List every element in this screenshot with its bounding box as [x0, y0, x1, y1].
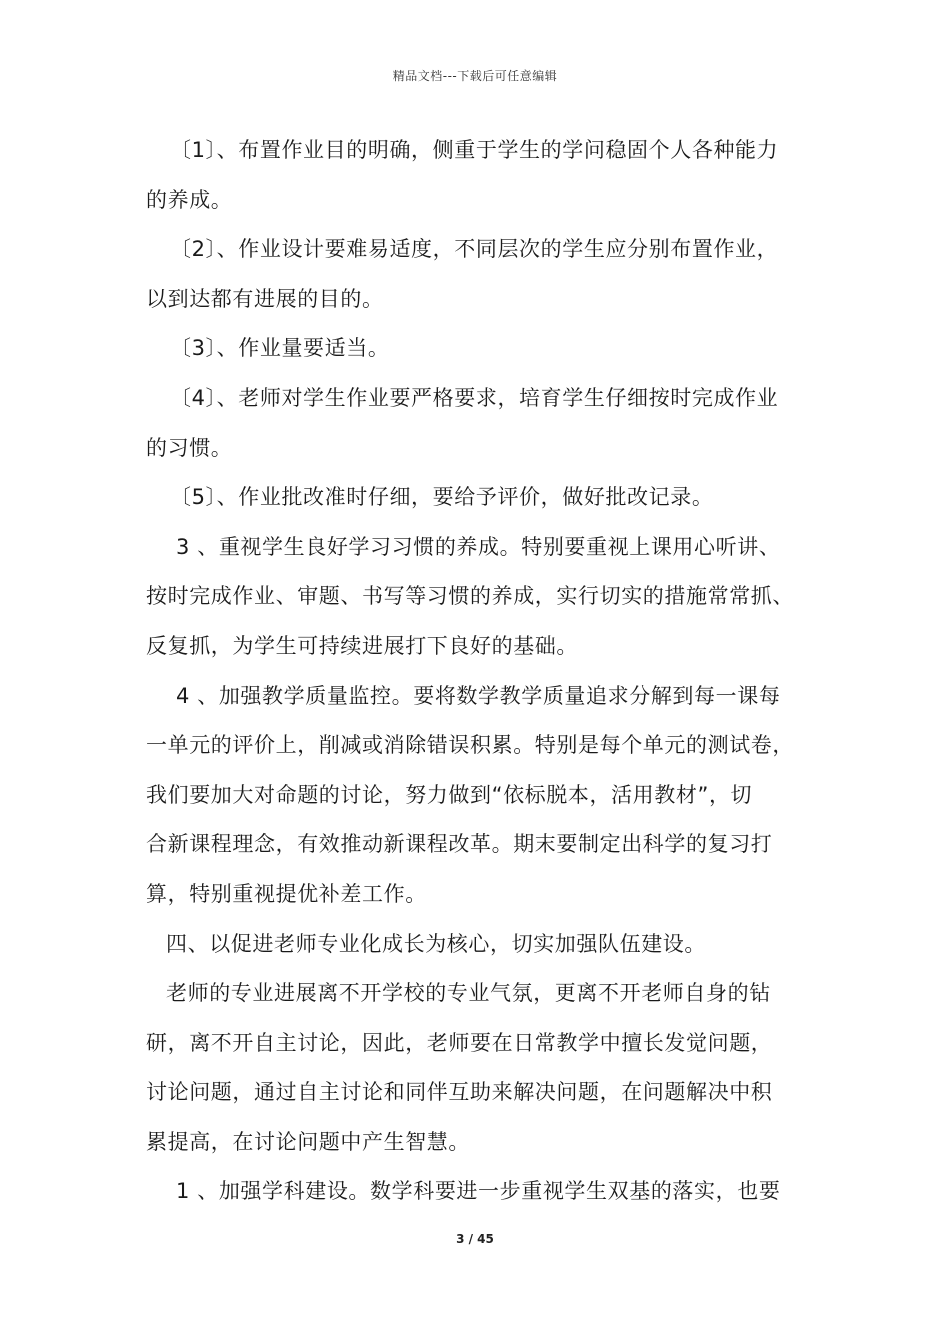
paragraph-line: 〔4〕、老师对学生作业要严格要求，培育学生仔细按时完成作业	[170, 385, 779, 410]
section-heading: 四、以促进老师专业化成长为核心，切实加强队伍建设。	[166, 931, 706, 956]
page-number: 3 / 45	[456, 1232, 494, 1246]
paragraph-line: 一单元的评价上，削减或消除错误积累。特别是每个单元的测试卷，	[146, 733, 794, 758]
paragraph-line: 4 、加强教学质量监控。要将数学教学质量追求分解到每一课每	[176, 683, 781, 708]
paragraph-line: 老师的专业进展离不开学校的专业气氛，更离不开老师自身的钻	[166, 981, 771, 1006]
paragraph-line: 〔5〕、作业批改准时仔细，要给予评价，做好批改记录。	[170, 485, 714, 510]
paragraph-line: 讨论问题，通过自主讨论和同伴互助来解决问题，在问题解决中积	[146, 1080, 773, 1105]
page-header: 精品文档---下载后可任意编辑	[392, 69, 558, 83]
paragraph-line: 反复抓，为学生可持续进展打下良好的基础。	[146, 633, 578, 658]
paragraph-line: 累提高，在讨论问题中产生智慧。	[146, 1129, 470, 1154]
paragraph-line: 我们要加大对命题的讨论，努力做到“依标脱本，活用教材”，切	[146, 782, 753, 807]
paragraph-line: 按时完成作业、审题、书写等习惯的养成，实行切实的措施常常抓、	[146, 584, 794, 609]
paragraph-line: 3 、重视学生良好学习习惯的养成。特别要重视上课用心听讲、	[176, 534, 781, 559]
paragraph-line: 〔3〕、作业量要适当。	[170, 336, 390, 361]
document-body	[146, 126, 812, 1217]
paragraph-line: 合新课程理念，有效推动新课程改革。期末要制定出科学的复习打	[146, 832, 773, 857]
paragraph-line: 算，特别重视提优补差工作。	[146, 881, 427, 906]
paragraph-line: 研，离不开自主讨论，因此，老师要在日常教学中擅长发觉问题，	[146, 1030, 773, 1055]
paragraph-line: 〔1〕、布置作业目的明确，侧重于学生的学问稳固个人各种能力	[170, 138, 779, 162]
paragraph-line: 以到达都有进展的目的。	[146, 286, 384, 311]
paragraph-line: 〔2〕、作业设计要难易适度，不同层次的学生应分别布置作业，	[170, 237, 779, 262]
paragraph-line: 的养成。	[146, 187, 233, 212]
paragraph-line: 的习惯。	[146, 435, 233, 460]
paragraph-line: 1 、加强学科建设。数学科要进一步重视学生双基的落实，也要	[176, 1179, 781, 1204]
